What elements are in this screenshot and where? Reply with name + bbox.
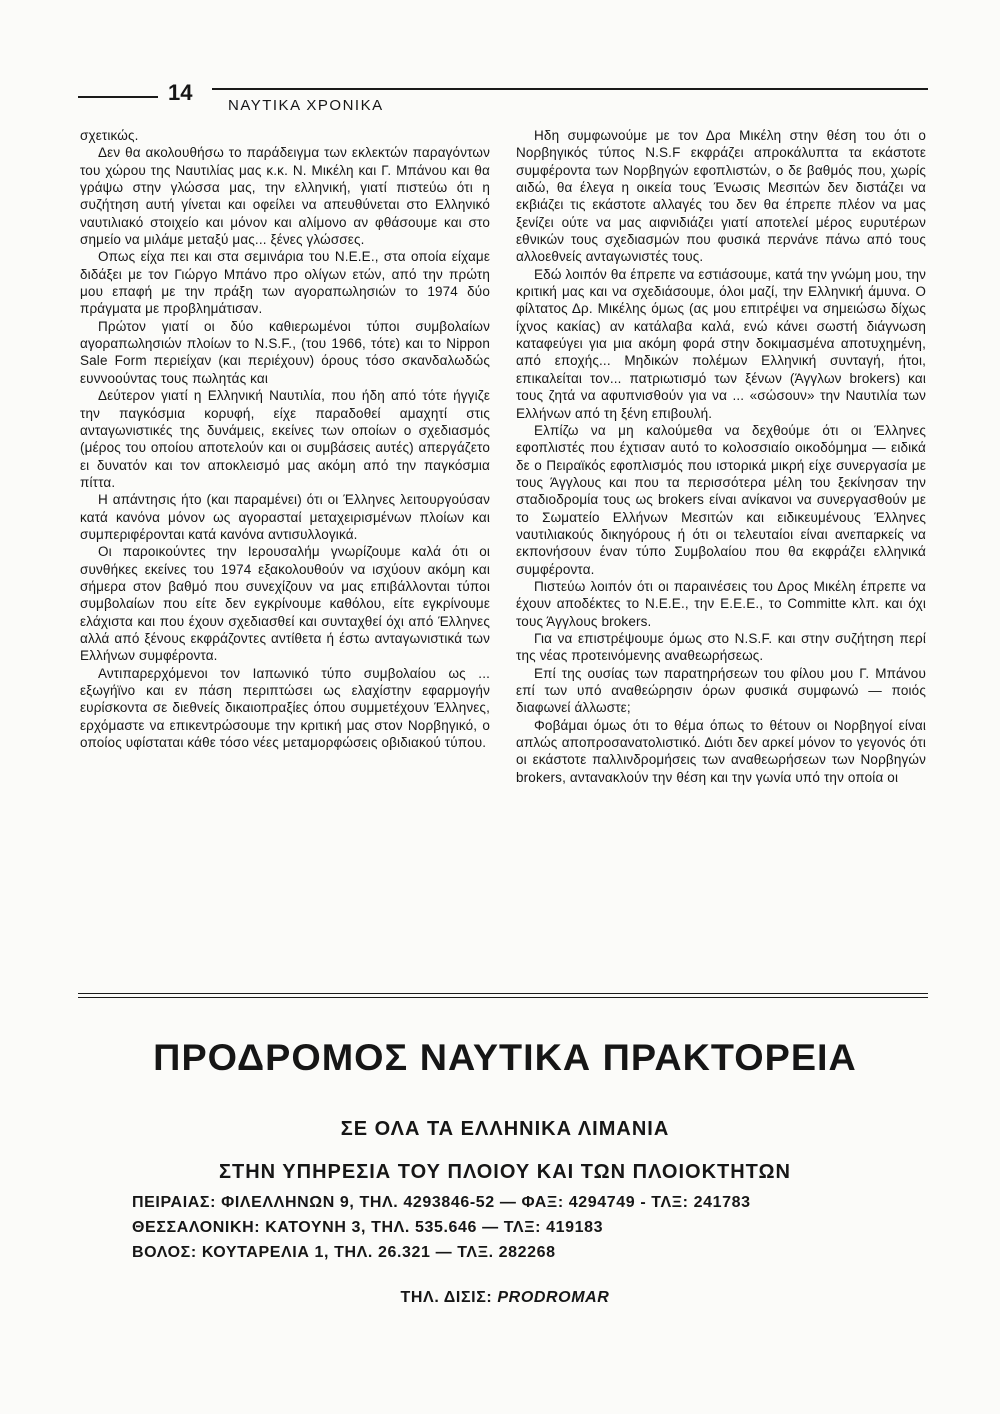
ad-telegraph [80, 1288, 930, 1308]
ad-telegraph-value: PRODROMAR [497, 1289, 610, 1306]
paragraph: Εδώ λοιπόν θα έπρεπε να εστιάσουμε, κατά την γνώμη μου, την κριτική μας και να σχεδιάσουμε, όλοι μαζί, την Ελληνική άμυνα. Ο φίλτατος Δρ. Μικέλης όμως (ας μου επιτρέψει να σημειώσω δίχως ίχνος κακίας) αν κατάλαβα καλά, ενώ κάνει σωστή διάγνωση καταφεύγει για μια ακόμη φορά στην δοκιμασμένα αποτυχημένη, από εποχής... Μηδικών πολέμων Ελληνική συνταγή, ήτοι, επικαλείται τον... πατριωτισμό των ξένων (Άγγλων brokers) και τους ζητά να αφυπνισθούν για να ... «σώσουν» την Ναυτιλία των Ελλήνων από τη ξένη επιβουλή. [516, 266, 926, 421]
ad-address-piraeus: ΠΕΙΡΑΙΑΣ: ΦΙΛΕΛΛΗΝΩΝ 9, ΤΗΛ. 4293846-52 — ΦΑΞ: 4294749 - ΤΛΞ: 241783 [132, 1194, 751, 1211]
paragraph: Ηδη συμφωνούμε με τον Δρα Μικέλη στην θέση του ότι ο Νορβηγικός τύπος N.S.F εκφράζει απροκάλυπτα τα εκάστοτε συμφέροντα των Νορβηγών εφοπλιστών, ο δε βαθμός που, χωρίς αιδώ, θα έλεγα η οικεία τους Ένωσις Μεσιτών δεν διστάζει να εκβιάζει τις εκάστοτε αλλαγές του δεν θα έπρεπε πλέον να μας ξενίζει ούτε να μας αιφνιδιάζει γιατί αποτελεί μέρος ευρυτέρων εθνικών τους σχεδιασμών που φυσικά περνάνε πάνω από τους αλλοεθνείς ανταγωνιστές τους. [516, 128, 926, 265]
article-column-left [80, 127, 490, 751]
ad-address-volos: ΒΟΛΟΣ: ΚΟΥΤΑΡΕΛΙΑ 1, ΤΗΛ. 26.321 — ΤΛΞ. 282268 [132, 1244, 556, 1261]
paragraph: Ελπίζω να μη καλούμεθα να δεχθούμε ότι οι Έλληνες εφοπλιστές που έχτισαν αυτό το κολοσσιαίο οικοδόμημα — ειδικά δε ο Πειραϊκός εφοπλισμός που ιστορικά μικρή είχε συνεργασία με τους Άγγλους και που τα περισσότερα μέλη του ξεκίνησαν την σταδιοδρομία τους ως brokers είναι ανίκανοι να συνεργασθούν με το Σωματείο Ελλήνων Μεσιτών και ειδικευμένους Έλληνες ναυτιλιακούς δικηγόρους ή ότι οι τελευταίοι είναι ανεπαρκείς να εκπονήσουν έναν τύπο Συμβολαίου που θα εκφράζει ελληνικά συμφέροντα. [516, 422, 926, 577]
paragraph: Πιστεύω λοιπόν ότι οι παραινέσεις του Δρος Μικέλη έπρεπε να έχουν αποδέκτες το Ν.Ε.Ε., την Ε.Ε.Ε., το Committe κλπ. και όχι τους Άγγλους brokers. [516, 578, 926, 629]
ad-address-thessaloniki: ΘΕΣΣΑΛΟΝΙΚΗ: ΚΑΤΟΥΝΗ 3, ΤΗΛ. 535.646 — ΤΛΞ: 419183 [132, 1219, 604, 1236]
paragraph: Οπως είχα πει και στα σεμινάρια του Ν.Ε.Ε., στα οποία είχαμε διδάξει με τον Γιώργο Μπάνο προ ολίγων ετών, από την πρώτη μου επαφή με την πράξη των αγοραπωλησιών το 1974 δύο πράγματα με προβλημάτισαν. [80, 249, 490, 317]
header-rule-left [78, 96, 158, 98]
paragraph: Δεν θα ακολουθήσω το παράδειγμα των εκλεκτών παραγόντων του χώρου της Ναυτιλίας μας κ.κ. Ν. Μικέλη και Γ. Μπάνου και θα γράψω στην γλώσσα μας, την ελληνική, γιατί πιστεύω ότι η συζήτηση αυτή γίνεται και οφείλει να απευθύνεται στο Ελληνικό ναυτιλιακό στοιχείο και μόνον και αλίμονο αν φθάσουμε και στο σημείο να μιλάμε μεταξύ μας... ξένες γλώσσες. [80, 145, 490, 248]
ad-subtitle-service: ΣΤΗΝ ΥΠΗΡΕΣΙΑ ΤΟΥ ΠΛΟΙΟΥ ΚΑΙ ΤΩΝ ΠΛΟΙΟΚΤΗΤΩΝ [218, 1161, 792, 1183]
ad-subtitle-ports: ΣΕ ΟΛΑ ΤΑ ΕΛΛΗΝΙΚΑ ΛΙΜΑΝΙΑ [340, 1118, 670, 1140]
paragraph: Η απάντησις ήτο (και παραμένει) ότι οι Έλληνες λειτουργούσαν κατά κανόνα μόνον ως αγορασταί μεταχειρισμένων πλοίων και συμπεριφέρονται κατά κανόνα αντισυλλογικά. [80, 492, 490, 542]
header-rule-right [212, 88, 928, 90]
article-column-right [516, 127, 926, 786]
paragraph: Αντιπαρερχόμενοι τον Ιαπωνικό τύπο συμβολαίου ως ... εξωγήϊνο και εν πάση περιπτώσει ως ελαχίστην εφαρμογήν ευρίσκοντα σε διεθνείς δικαιοπραξίες όπου συμμετέχουν Έλληνες, ερχόμαστε να επικεντρώσουμε την κριτική μας στον Νορβηγικό, ο οποίος υφίσταται κάθε τόσο νέες μεταμορφώσεις οβιδιακού τύπου. [80, 665, 490, 751]
paragraph: Επί της ουσίας των παρατηρήσεων του φίλου μου Γ. Μπάνου επί των υπό αναθεώρησιν όρων φυσικά συμφωνώ — ποιός διαφωνεί άλλωστε; [516, 665, 926, 716]
paragraph: Φοβάμαι όμως ότι το θέμα όπως το θέτουν οι Νορβηγοί είναι απλώς αποπροσανατολιστικό. Διότι δεν αρκεί μόνον το γεγονός ότι οι εκάστοτε παλλινδρομήσεις των αναθεωρήσεων των Νορβηγών brokers, αντανακλούν την θέση και την γωνία υπό την οποία οι [516, 717, 926, 785]
magazine-title: ΝΑΥΤΙΚΑ ΧΡΟΝΙΚΑ [228, 97, 384, 114]
ad-telegraph-label: ΤΗΛ. ΔΙΣΙΣ: [400, 1289, 493, 1306]
paragraph: Δεύτερον γιατί η Ελληνική Ναυτιλία, που ήδη από τότε ήγγιζε την παγκόσμια κορυφή, είχε παραδοθεί αμαχητί στις ανταγωνιστικές της δυνάμεις, εκείνες των οποίων ο σχεδιασμός (μέρος του οποίου αποτελούν και οι συμβάσεις αυτές) απεργάζετο ει δυνατόν και τον αποκλεισμό μας ακόμη από την παγκόσμια πίττα. [80, 388, 490, 490]
section-divider [78, 993, 928, 998]
paragraph: σχετικώς. [80, 128, 139, 143]
page-number: 14 [168, 80, 193, 105]
paragraph: Για να επιστρέψουμε όμως στο N.S.F. και στην συζήτηση περί της νέας προτεινόμενης αναθεωρήσεως. [516, 630, 926, 664]
paragraph: Οι παροικούντες την Ιερουσαλήμ γνωρίζουμε καλά ότι οι συνθήκες εκείνες του 1974 εξακολουθούν να ισχύουν ακόμη και σήμερα στον βαθμό που συνεχίζουν να μας επιβάλλονται τύποι συμβολαίων που είτε δεν εγκρίνουμε καθόλου, είτε εγκρίνουμε ελάχιστα και που έχουν σχεδιασθεί και συνταχθεί όχι από Έλληνες αλλά από ξένους εκφράζοντες αντίθετα ή έστω ανταγωνιστικά των Ελλήνων συμφέροντα. [80, 544, 490, 664]
paragraph: Πρώτον γιατί οι δύο καθιερωμένοι τύποι συμβολαίων αγοραπωλησιών πλοίων το N.S.F., (του 1966, τότε) και το Nippon Sale Form περιείχαν (και περιέχουν) όρους τόσο σκανδαλωδώς ευννοούντας τους πωλητάς και [80, 318, 490, 386]
ad-title: ΠΡΟΔΡΟΜΟΣ ΝΑΥΤΙΚΑ ΠΡΑΚΤΟΡΕΙΑ [153, 1037, 857, 1078]
